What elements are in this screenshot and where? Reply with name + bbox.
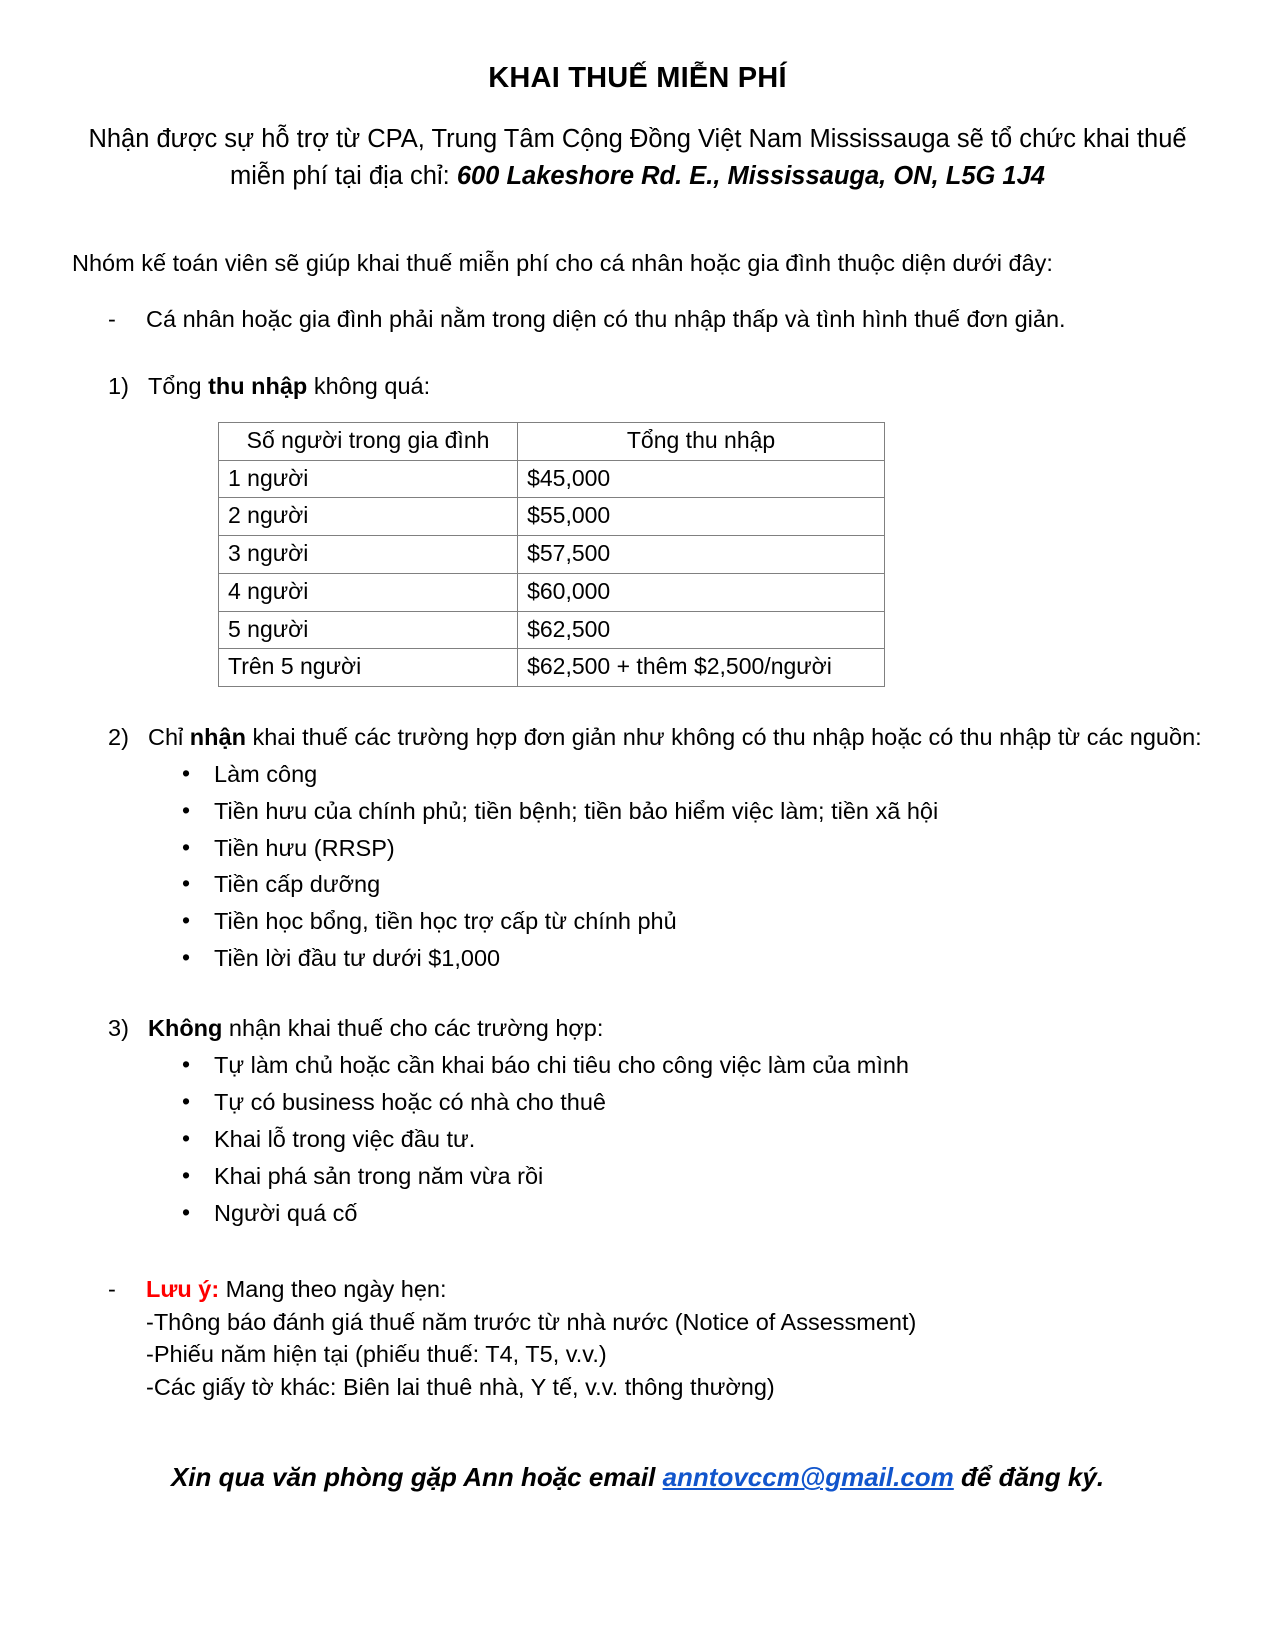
section-1-number: 1) (108, 373, 129, 400)
cell-people: 1 người (219, 460, 518, 498)
section-2-text-bold: nhận (189, 724, 246, 750)
address-text: 600 Lakeshore Rd. E., Mississauga, ON, L5G 1J4 (456, 162, 1045, 191)
cell-income: $55,000 (518, 498, 885, 536)
dash-marker: - (108, 305, 116, 332)
cell-income: $57,500 (518, 536, 885, 574)
note-line: -Các giấy tờ khác: Biên lai thuê nhà, Y tế, v.v. thông thường) (146, 1374, 775, 1401)
income-table-head (219, 422, 885, 460)
footer-suffix: để đăng ký. (953, 1462, 1105, 1493)
list-item: • Tiền hưu của chính phủ; tiền bệnh; tiền bảo hiểm việc làm; tiền xã hội (178, 796, 1235, 828)
table-row (219, 498, 885, 536)
footer-contact-line (0, 1404, 1275, 1493)
section-1-text (148, 370, 1219, 404)
note-line: -Thông báo đánh giá thuế năm trước từ nhà nước (Notice of Assessment) (146, 1308, 917, 1335)
cell-income: $62,500 (518, 611, 885, 649)
section-2-list (0, 755, 1275, 976)
list-item: • Tự làm chủ hoặc cần khai báo chi tiêu cho công việc làm của mình (178, 1050, 1235, 1082)
table-row (219, 573, 885, 611)
footer-prefix: Xin qua văn phòng gặp Ann hoặc email (170, 1462, 663, 1493)
column-header-income: Tổng thu nhập (518, 422, 885, 460)
table-row (219, 536, 885, 574)
section-2-text-after: khai thuế các trường hợp đơn giản như không có thu nhập hoặc có thu nhập từ các nguồn: (245, 724, 1202, 750)
list-item: • Khai lỗ trong việc đầu tư. (178, 1124, 1235, 1156)
list-item: • Khai phá sản trong năm vừa rồi (178, 1161, 1235, 1193)
table-row (219, 460, 885, 498)
note-line: -Phiếu năm hiện tại (phiếu thuế: T4, T5, v.v.) (146, 1341, 607, 1368)
list-item: • Tiền hưu (RRSP) (178, 833, 1235, 865)
note-block (0, 1235, 1275, 1405)
cell-people: 3 người (219, 536, 518, 574)
table-row (219, 649, 885, 687)
income-table (218, 422, 885, 687)
email-link[interactable]: anntovccm@gmail.com (662, 1462, 954, 1493)
section-1-text-before: Tổng (148, 373, 209, 400)
section-3-heading (0, 980, 1275, 1046)
income-table-container (0, 404, 1275, 687)
section-3-text (148, 1012, 1219, 1046)
cell-people: Trên 5 người (219, 649, 518, 687)
list-item: • Tự có business hoặc có nhà cho thuê (178, 1087, 1235, 1119)
section-1-text-bold: thu nhập (208, 373, 308, 400)
cell-income: $62,500 + thêm $2,500/người (518, 649, 885, 687)
list-item: • Tiền lời đầu tư dưới $1,000 (178, 943, 1235, 975)
cell-income: $45,000 (518, 460, 885, 498)
list-item: • Người quá cố (178, 1198, 1235, 1230)
note-dash-marker: - (108, 1275, 116, 1302)
income-table-body (219, 460, 885, 687)
section-3-number: 3) (108, 1015, 129, 1042)
column-header-people: Số người trong gia đình (219, 422, 518, 460)
cell-people: 4 người (219, 573, 518, 611)
list-item: • Tiền cấp dưỡng (178, 869, 1235, 901)
lead-paragraph: Nhóm kế toán viên sẽ giúp khai thuế miễn phí cho cá nhân hoặc gia đình thuộc diện dưới đây: (72, 250, 1053, 277)
section-1-text-after: không quá: (307, 373, 431, 400)
cell-people: 2 người (219, 498, 518, 536)
note-heading-line (146, 1273, 1215, 1306)
section-3-list (0, 1046, 1275, 1230)
table-header-row (219, 422, 885, 460)
cell-income: $60,000 (518, 573, 885, 611)
note-label-rest: Mang theo ngày hẹn: (219, 1275, 447, 1302)
section-1-heading (0, 336, 1275, 404)
cell-people: 5 người (219, 611, 518, 649)
eligibility-dash-item (0, 281, 1275, 336)
eligibility-text: Cá nhân hoặc gia đình phải nằm trong diện có thu nhập thấp và tình hình thuế đơn giản. (146, 305, 1066, 332)
section-2-number: 2) (108, 724, 129, 750)
table-row (219, 611, 885, 649)
section-3-text-bold: Không (148, 1015, 223, 1042)
section-2-text (148, 721, 1219, 755)
note-label: Lưu ý: (146, 1275, 220, 1302)
section-3-text-after: nhận khai thuế cho các trường hợp: (222, 1015, 604, 1042)
note-body (146, 1273, 1215, 1405)
list-item: • Tiền học bổng, tiền học trợ cấp từ chính phủ (178, 906, 1235, 938)
list-item: • Làm công (178, 759, 1235, 791)
intro-text: Nhận được sự hỗ trợ từ CPA, Trung Tâm Cộng Đồng Việt Nam Mississauga sẽ tổ chức khai thuế miễn phí tại địa chỉ: (88, 125, 1187, 191)
section-2-heading (0, 687, 1275, 755)
section-2-text-before: Chỉ (148, 724, 190, 750)
page-title: KHAI THUẾ MIỄN PHÍ (488, 62, 787, 94)
intro-paragraph (0, 95, 1275, 195)
